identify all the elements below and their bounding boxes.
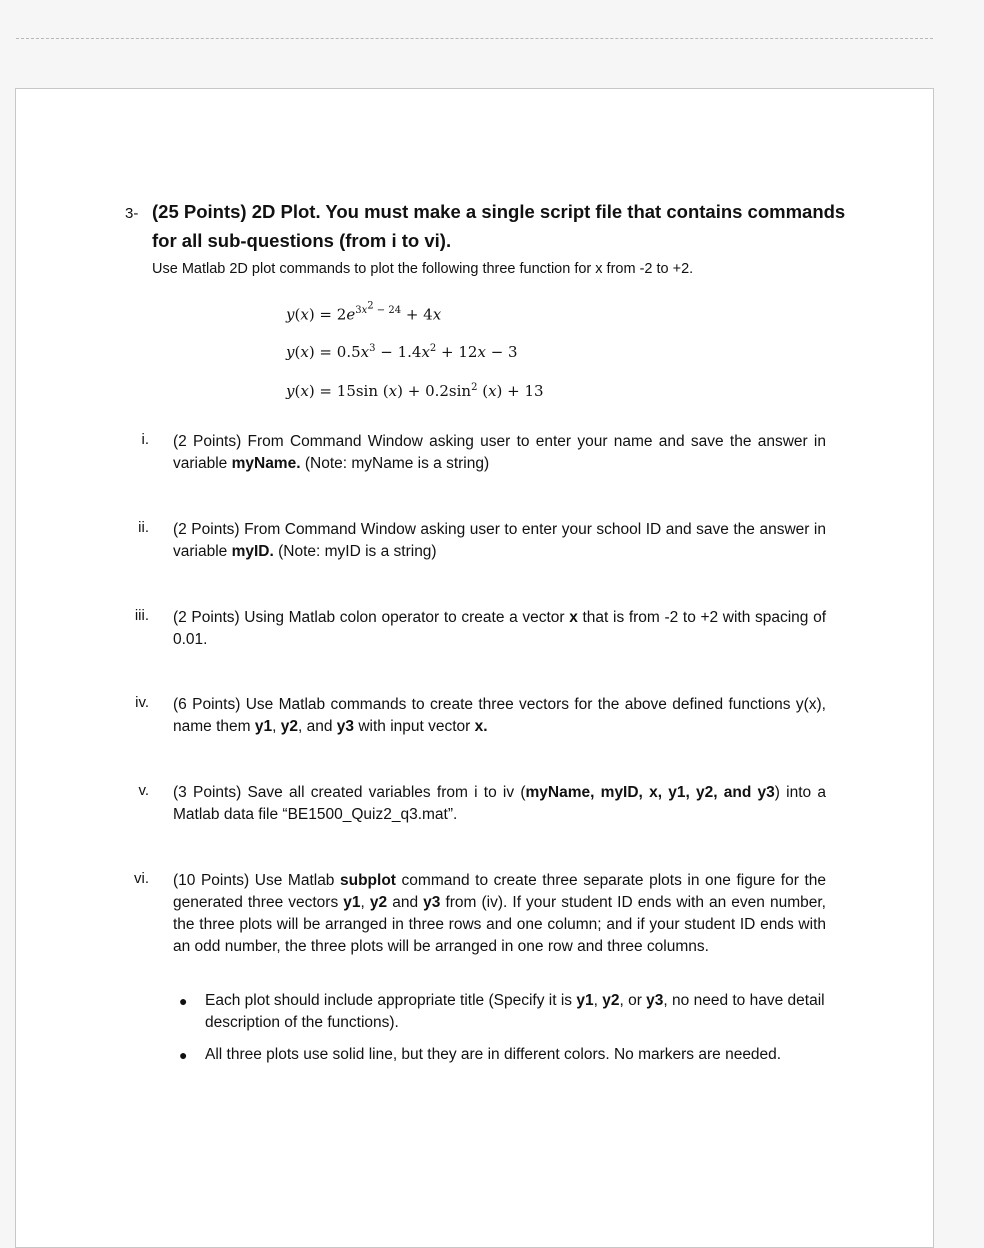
text-run: (2 Points) Using Matlab colon operator to create a vector	[173, 609, 570, 626]
sub-question-label: i.	[141, 431, 149, 448]
text-run: (Note: myID is a string)	[273, 543, 437, 560]
sub-question-text	[173, 782, 826, 826]
sub-question-label: v.	[138, 782, 149, 799]
text-run: (2 Points) From Command Window asking user to enter your school ID and save the answer in variable	[173, 521, 826, 560]
bullet-text	[205, 992, 825, 1031]
text-run: , and	[297, 718, 337, 735]
text-run: ,	[360, 894, 370, 911]
text-run: ) into a Matlab data file “BE1500_Quiz2_q3.mat”.	[173, 784, 826, 823]
page-break-line	[16, 38, 933, 39]
bold-text: y1	[576, 992, 594, 1009]
text-run: ,	[272, 718, 281, 735]
text-run: (Note: myName is a string)	[300, 455, 490, 472]
sub-question-text	[173, 431, 826, 475]
bold-text: y2	[369, 894, 388, 911]
bold-text: y2	[602, 992, 620, 1009]
text-run: command to create three separate plots in one figure for the generated three vectors	[173, 872, 826, 911]
text-run: (2 Points) From Command Window asking user to enter your name and save the answer in variable	[173, 433, 826, 472]
bullet-icon: ●	[179, 993, 188, 1009]
sub-question-text	[173, 519, 826, 563]
sub-question-label: ii.	[138, 519, 149, 536]
bold-text: y1	[343, 894, 361, 911]
bold-text: subplot	[340, 872, 396, 889]
sub-question-label: iv.	[135, 694, 149, 711]
document-page	[15, 88, 934, 1248]
sub-question-text	[173, 607, 826, 651]
text-run: , or	[619, 992, 647, 1009]
bold-text: y3	[423, 894, 441, 911]
sub-question-text	[173, 870, 826, 958]
text-run: , no need to have detail description of the functions).	[205, 992, 825, 1031]
bold-text: y3	[336, 718, 355, 735]
text-run: Each plot should include appropriate title (Specify it is	[205, 992, 577, 1009]
bullet-item	[173, 990, 833, 1034]
sub-question-label: iii.	[134, 607, 149, 624]
equation-3: y(x) = 15sin $(x) + 0.2\sin^2$ (x) + 13	[286, 382, 544, 400]
sub-question-label: vi.	[134, 870, 149, 887]
equation-1: $y(x) = 2e^{3x^2 - 24} + 4x$	[286, 301, 442, 324]
bold-text: myName, myID, x, y1, y2, and y3	[525, 784, 775, 801]
bullet-icon: ●	[179, 1047, 188, 1063]
sub-question-text	[173, 694, 826, 738]
text-run: with input vector	[354, 718, 475, 735]
bold-text: x.	[474, 718, 488, 735]
text-run: All three plots use solid line, but they are in different colors. No markers are needed.	[205, 1046, 782, 1063]
text-run: that is from -2 to +2 with spacing of 0.01.	[173, 609, 826, 648]
bold-text: x	[569, 609, 578, 626]
requirements-list	[173, 990, 833, 1076]
bold-text: myName.	[231, 455, 301, 472]
text-run: (10 Points) Use Matlab	[173, 872, 340, 889]
bullet-item	[173, 1044, 833, 1066]
bold-text: myID.	[231, 543, 274, 560]
text-run: (6 Points) Use Matlab commands to create three vectors for the above defined functions y(x), name them	[173, 696, 826, 735]
text-run: (3 Points) Save all created variables from i to iv (	[173, 784, 526, 801]
equation-2: $y(x) = 0.5x^3 - 1.4x^2 + 12x - 3$	[286, 343, 518, 361]
text-run: and	[387, 894, 424, 911]
text-run: from (iv). If your student ID ends with an even number, the three plots will be arranged in three rows and one column; and if your student ID ends with an odd number, the three plots will be arranged in one row and three columns.	[173, 894, 826, 955]
bold-text: y2	[280, 718, 298, 735]
question-title: (25 Points) 2D Plot. You must make a single script file that contains commands for all sub-questions (from i to vi).	[152, 201, 846, 251]
bullet-text	[205, 1046, 781, 1063]
question-intro: Use Matlab 2D plot commands to plot the following three function for x from -2 to +2.	[152, 261, 694, 277]
bold-text: y1	[254, 718, 273, 735]
bold-text: y3	[646, 992, 664, 1009]
text-run: ,	[593, 992, 603, 1009]
question-number: 3-	[125, 205, 139, 222]
